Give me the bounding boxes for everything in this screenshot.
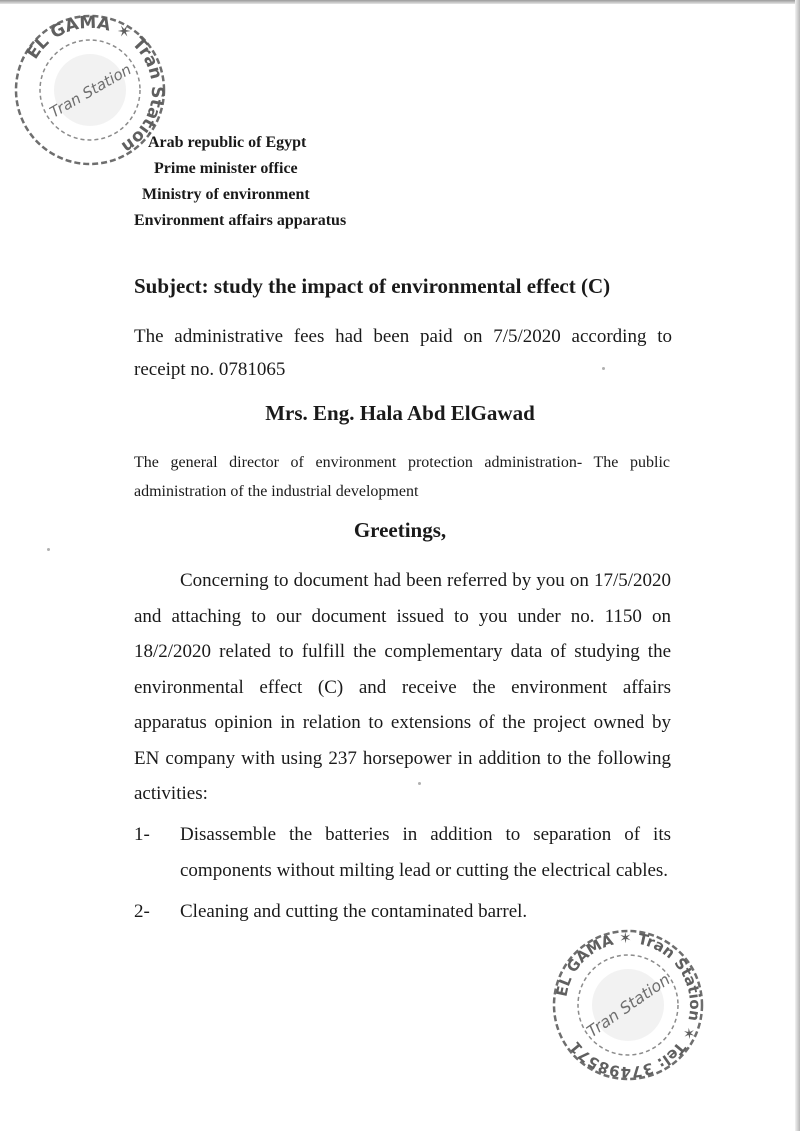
scan-speck: [418, 782, 421, 785]
page-right-edge: [795, 0, 800, 1131]
issuer-header: [134, 130, 346, 234]
list-item-text: Cleaning and cutting the contaminated barrel.: [180, 901, 528, 922]
header-apparatus: Environment affairs apparatus: [134, 212, 347, 229]
header-country: Arab republic of Egypt: [148, 134, 307, 151]
svg-text:EL GAMA ✶ Tran Station ✶ T: EL GAMA ✶ Tran Station ✶ Tel: 37498571: [552, 928, 705, 1082]
list-item-number: 1-: [134, 824, 150, 845]
header-office: Prime minister office: [154, 160, 298, 177]
addressee-position: The general director of environment protection administration- The public administration of the industrial development: [134, 454, 670, 500]
list-item-text: Disassemble the batteries in addition to separation of its components without milting lead or cutting the electrical cables.: [180, 824, 671, 881]
list-item: [134, 817, 671, 888]
scan-speck: [602, 367, 605, 370]
body-paragraph: Concerning to document had been referred by you on 17/5/2020 and attaching to our document issued to you under no. 1150 on 18/2/2020 related to fulfill the complementary data of studying the environmental effect (C) and receive the environment affairs apparatus opinion in relation to extensions of the project owned by EN company with using 237 horsepower in addition to the following activities:: [134, 570, 671, 804]
header-ministry: Ministry of environment: [142, 186, 310, 203]
svg-text:EL GAMA ✶ Tran Station: EL GAMA ✶ Tran Station: [23, 12, 168, 157]
subject-line: Subject: study the impact of environmental effect (C): [134, 274, 611, 298]
fees-statement: The administrative fees had been paid on 7/5/2020 according to receipt no. 0781065: [134, 326, 672, 380]
addressee-name: Mrs. Eng. Hala Abd ElGawad: [265, 401, 535, 425]
list-item-number: 2-: [134, 901, 150, 922]
page-top-edge: [0, 0, 800, 4]
activities-list: [134, 817, 671, 930]
svg-text:Tran Station: Tran Station: [583, 969, 674, 1042]
scan-speck: [47, 548, 50, 551]
greeting: Greetings,: [353, 518, 447, 542]
company-seal-bottom: [548, 925, 708, 1085]
svg-text:Tran Station: Tran Station: [46, 60, 135, 122]
